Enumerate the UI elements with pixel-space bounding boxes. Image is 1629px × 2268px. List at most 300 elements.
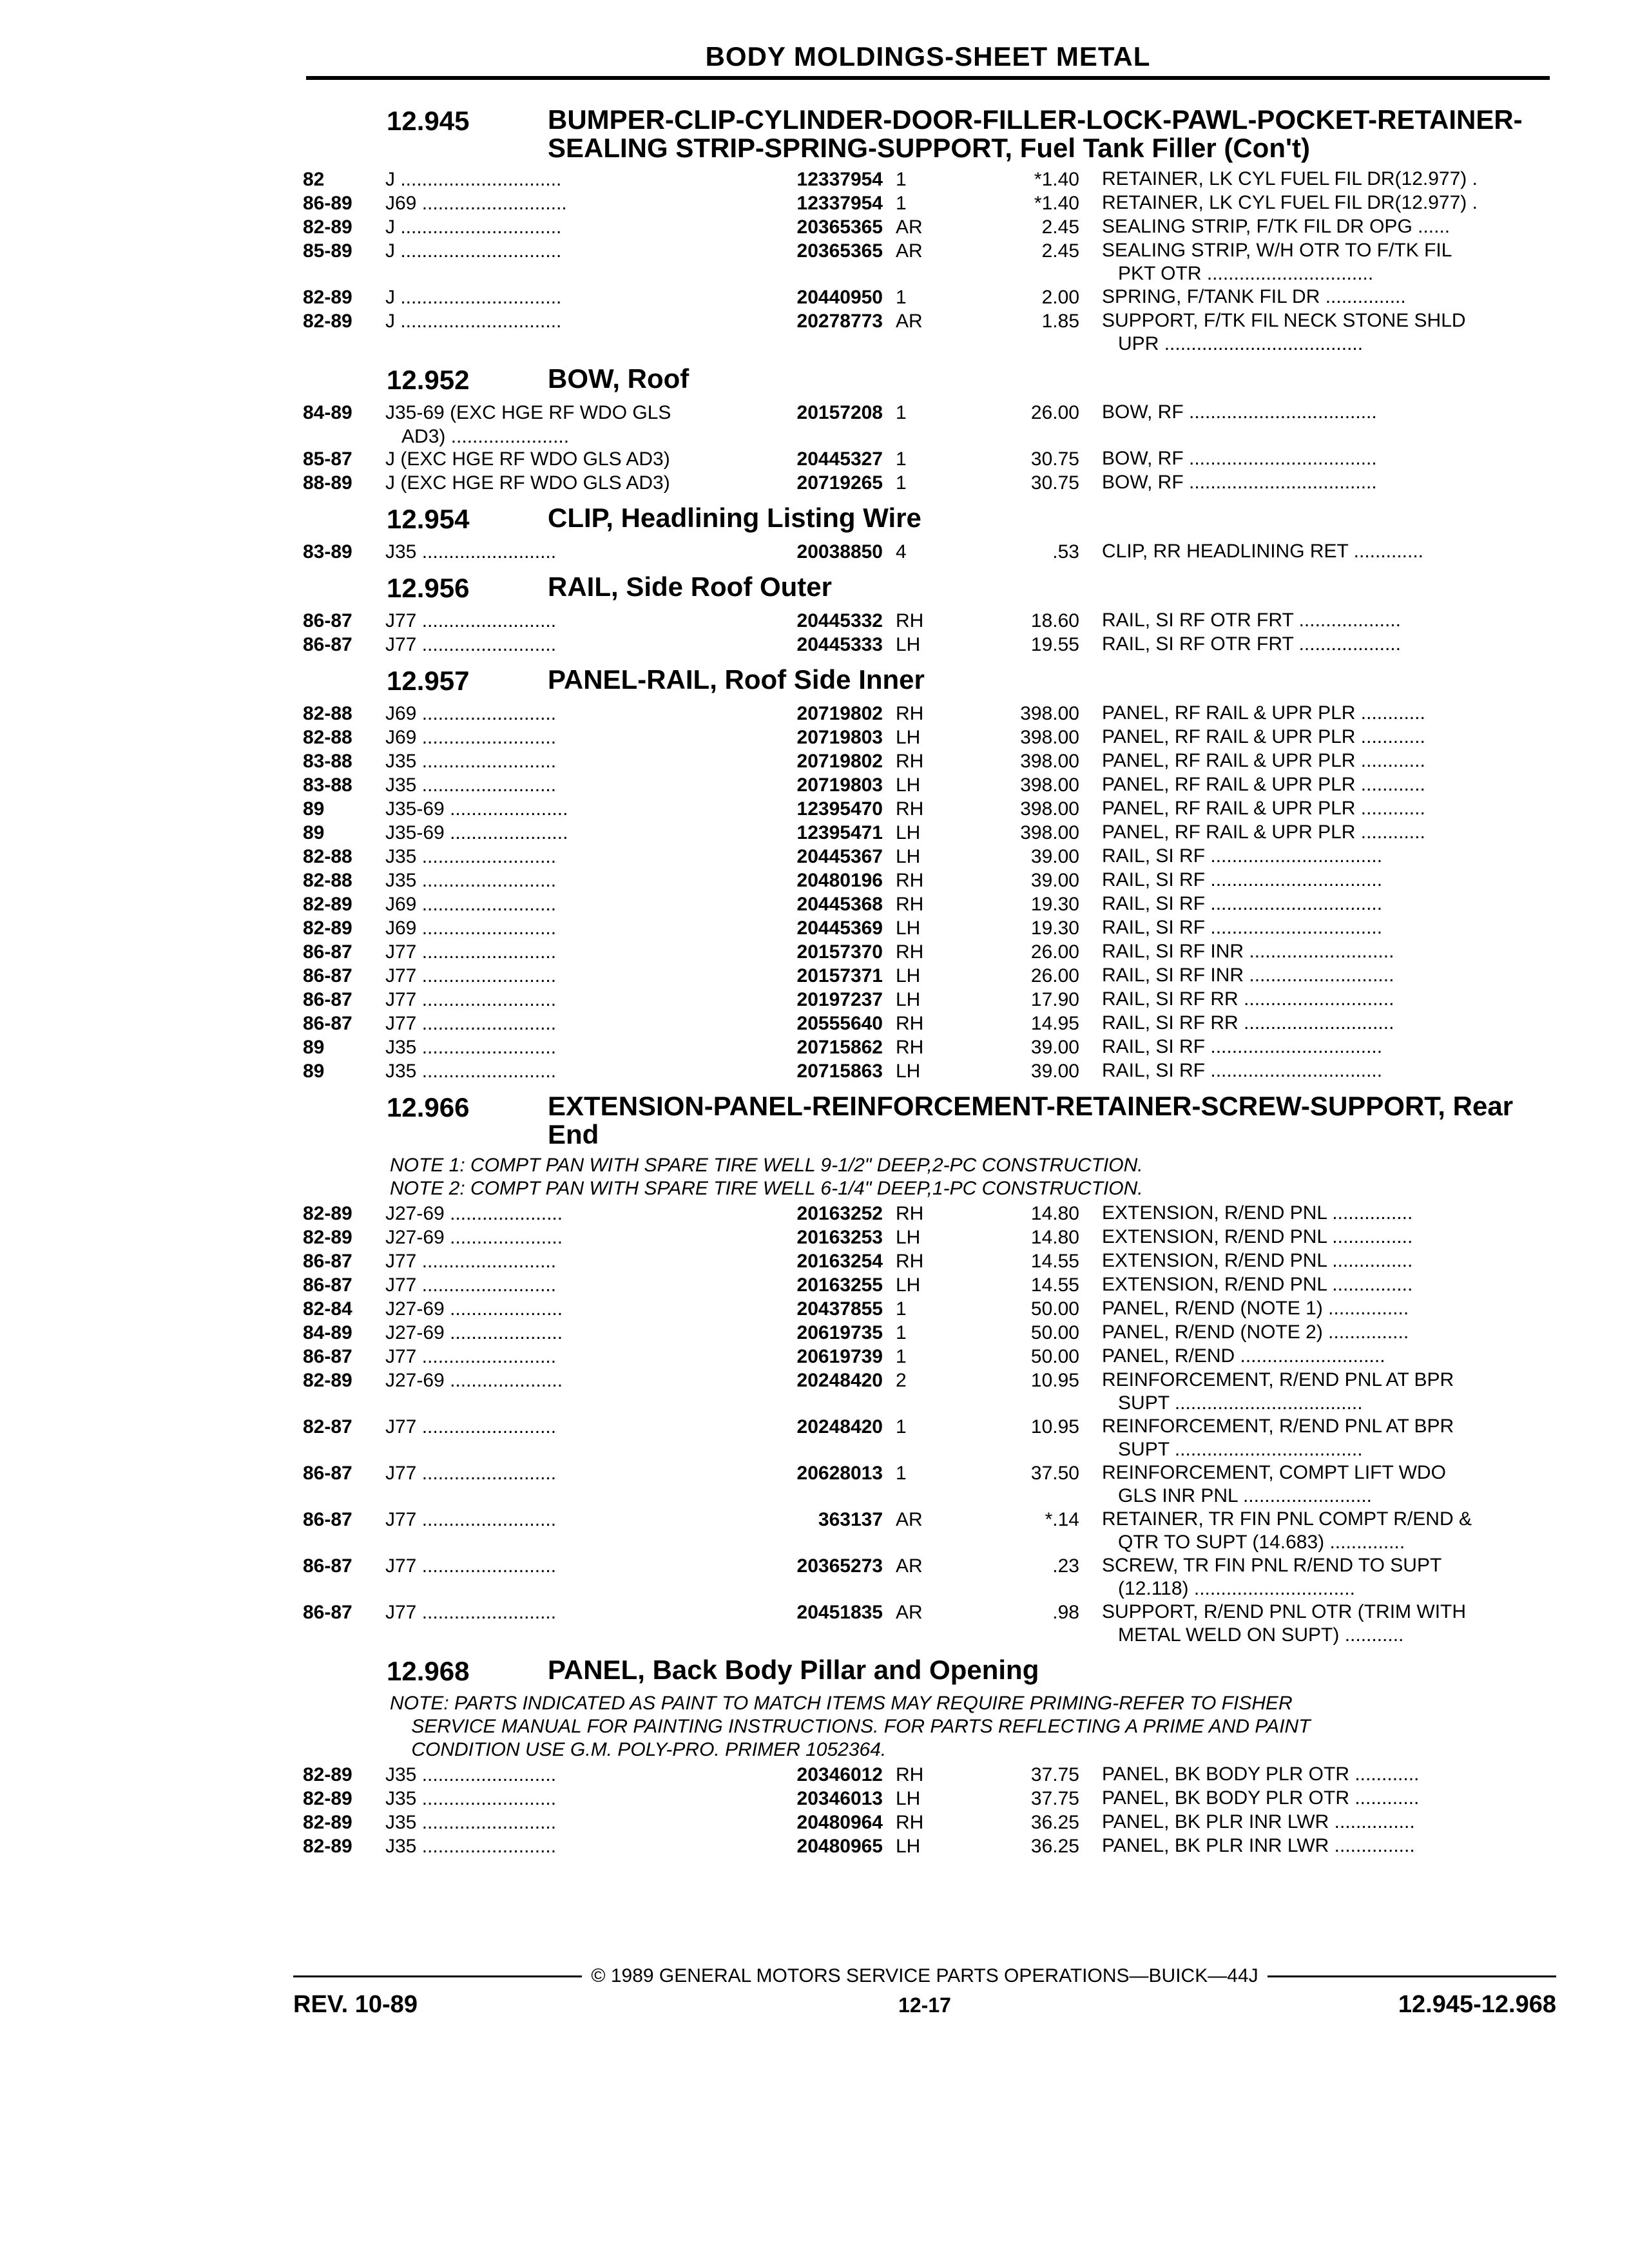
part-number: 20715862: [796, 1037, 883, 1058]
model-years: 82-84: [303, 1298, 352, 1320]
part-description: RETAINER, LK CYL FUEL FIL DR(12.977) .: [1102, 168, 1478, 189]
part-row: [303, 749, 1550, 773]
model-code: J35 .........................: [385, 846, 557, 867]
section-title: RAIL, Side Roof Outer: [548, 572, 832, 602]
model-code: J77 .........................: [385, 1555, 557, 1577]
price: 50.00: [1030, 1346, 1079, 1367]
part-number: 20719802: [796, 751, 883, 772]
catalog-section: [303, 504, 1550, 564]
part-description: EXTENSION, R/END PNL ...............: [1102, 1274, 1413, 1295]
quantity: AR: [896, 1509, 923, 1530]
quantity: RH: [896, 798, 924, 820]
part-description: BOW, RF ...................................: [1102, 472, 1377, 493]
part-row: [303, 1554, 1550, 1600]
catalog-section: [303, 1092, 1550, 1647]
price: 10.95: [1030, 1370, 1079, 1391]
price: 39.00: [1030, 1037, 1079, 1058]
part-number: 20445327: [796, 448, 883, 470]
part-number: 20346012: [796, 1764, 883, 1785]
price: 26.00: [1030, 965, 1079, 986]
section-number: 12.956: [387, 573, 470, 603]
quantity: LH: [896, 1061, 921, 1082]
model-code: J35 .........................: [385, 751, 557, 772]
part-description: REINFORCEMENT, R/END PNL AT BPR SUPT ...................................: [1102, 1416, 1454, 1460]
model-code: J35 .........................: [385, 1788, 557, 1809]
price: 39.00: [1030, 846, 1079, 867]
model-code: J69 .........................: [385, 894, 557, 915]
model-code: J27-69 .....................: [385, 1203, 563, 1224]
part-number: 20038850: [796, 541, 883, 562]
part-row: [303, 773, 1550, 797]
quantity: LH: [896, 1788, 921, 1809]
part-description: RAIL, SI RF RR ............................: [1102, 988, 1394, 1010]
part-number: 20365365: [796, 216, 883, 238]
catalog-section: [303, 106, 1550, 356]
copyright-text: © 1989 GENERAL MOTORS SERVICE PARTS OPERATIONS—BUICK—44J: [591, 1965, 1258, 1986]
quantity: 1: [896, 1463, 907, 1484]
part-number: 20719265: [796, 472, 883, 494]
model-years: 82-88: [303, 870, 352, 891]
part-row: [303, 964, 1550, 988]
quantity: LH: [896, 1836, 921, 1857]
part-description: RAIL, SI RF INR ...........................: [1102, 941, 1394, 962]
part-number: 20628013: [796, 1463, 883, 1484]
price: 37.75: [1030, 1764, 1079, 1785]
part-row: [303, 401, 1550, 447]
part-row: [303, 1273, 1550, 1297]
part-row: [303, 309, 1550, 356]
part-description: RAIL, SI RF OTR FRT ...................: [1102, 610, 1401, 631]
model-code: J ..............................: [385, 240, 562, 262]
page-header: [306, 41, 1550, 80]
quantity: RH: [896, 1764, 924, 1785]
model-code: J69 .........................: [385, 703, 557, 724]
model-code: J35 .........................: [385, 1037, 557, 1058]
footer-rule-right: [1268, 1975, 1556, 1977]
model-years: 86-87: [303, 1251, 352, 1272]
part-number: 20480965: [796, 1836, 883, 1857]
part-row: [303, 726, 1550, 749]
part-number: 12337954: [796, 193, 883, 214]
parts-catalog-content: [303, 97, 1550, 1865]
part-row: [303, 1508, 1550, 1554]
quantity: AR: [896, 1602, 923, 1623]
model-years: 82-89: [303, 1203, 352, 1224]
price: 398.00: [1020, 751, 1079, 772]
part-description: REINFORCEMENT, COMPT LIFT WDO GLS INR PNL ........................: [1102, 1462, 1446, 1506]
catalog-section: [303, 666, 1550, 1083]
part-number: 20451835: [796, 1602, 883, 1623]
part-row: [303, 797, 1550, 821]
part-description: PANEL, RF RAIL & UPR PLR ............: [1102, 726, 1425, 747]
quantity: 1: [896, 1322, 907, 1343]
model-years: 86-87: [303, 1509, 352, 1530]
part-number: 20365365: [796, 240, 883, 262]
model-years: 86-87: [303, 1346, 352, 1367]
part-description: PANEL, RF RAIL & UPR PLR ............: [1102, 750, 1425, 771]
model-code: J (EXC HGE RF WDO GLS AD3): [385, 472, 670, 494]
quantity: RH: [896, 1251, 924, 1272]
page-title: BODY MOLDINGS-SHEET METAL: [705, 41, 1151, 72]
part-description: SEALING STRIP, F/TK FIL DR OPG ......: [1102, 216, 1451, 237]
quantity: 2: [896, 1370, 907, 1391]
model-years: 82-89: [303, 1764, 352, 1785]
model-years: 84-89: [303, 1322, 352, 1343]
quantity: AR: [896, 240, 923, 262]
model-years: 89: [303, 822, 325, 843]
part-row: [303, 1297, 1550, 1321]
model-code: J77 .........................: [385, 1274, 557, 1296]
price: 1.85: [1041, 311, 1079, 332]
part-description: PANEL, BK PLR INR LWR ...............: [1102, 1811, 1415, 1832]
model-years: 82-89: [303, 894, 352, 915]
model-years: 86-87: [303, 1274, 352, 1296]
price: 10.95: [1030, 1416, 1079, 1437]
model-code: J ..............................: [385, 169, 562, 190]
model-years: 82-89: [303, 1370, 352, 1391]
price: .98: [1052, 1602, 1079, 1623]
part-number: 20346013: [796, 1788, 883, 1809]
price: 398.00: [1020, 774, 1079, 796]
model-years: 82-89: [303, 1836, 352, 1857]
quantity: 1: [896, 402, 907, 423]
quantity: AR: [896, 216, 923, 238]
model-code: J35 .........................: [385, 1061, 557, 1082]
price: *1.40: [1034, 193, 1079, 214]
section-note: NOTE: PARTS INDICATED AS PAINT TO MATCH ITEMS MAY REQUIRE PRIMING-REFER TO FISHER SERVICE MANUAL FOR PAINTING INSTRUCTIONS. FOR PARTS REFLECTING A PRIME AND PAINT CONDITION USE G.M. POLY-PRO. PRIMER 1052364.: [390, 1693, 1311, 1760]
quantity: LH: [896, 774, 921, 796]
model-code: J35-69 (EXC HGE RF WDO GLS AD3) ......................: [385, 402, 671, 447]
part-number: 20445333: [796, 634, 883, 655]
quantity: LH: [896, 1274, 921, 1296]
part-description: BOW, RF ...................................: [1102, 401, 1377, 423]
section-title: BOW, Roof: [548, 363, 689, 394]
part-row: [303, 1834, 1550, 1858]
model-years: 85-89: [303, 240, 352, 262]
quantity: RH: [896, 1812, 924, 1833]
price: 36.25: [1030, 1836, 1079, 1857]
part-description: RAIL, SI RF ................................: [1102, 893, 1383, 914]
section-range: 12.945-12.968: [1398, 1991, 1556, 2018]
part-number: 20719802: [796, 703, 883, 724]
model-years: 86-87: [303, 1602, 352, 1623]
part-row: [303, 633, 1550, 657]
part-description: SUPPORT, R/END PNL OTR (TRIM WITH METAL WELD ON SUPT) ...........: [1102, 1601, 1467, 1646]
section-heading: [303, 1656, 1550, 1687]
part-row: [303, 1012, 1550, 1035]
part-row: [303, 1787, 1550, 1811]
model-years: 88-89: [303, 472, 352, 494]
price: 39.00: [1030, 1061, 1079, 1082]
part-number: 20163253: [796, 1227, 883, 1248]
part-number: 20480964: [796, 1812, 883, 1833]
part-row: [303, 1035, 1550, 1059]
model-years: 82-89: [303, 1788, 352, 1809]
model-years: 89: [303, 798, 325, 820]
part-row: [303, 540, 1550, 564]
price: 2.45: [1041, 240, 1079, 262]
model-years: 82-88: [303, 703, 352, 724]
part-description: PANEL, RF RAIL & UPR PLR ............: [1102, 822, 1425, 843]
price: 39.00: [1030, 870, 1079, 891]
model-years: 82-88: [303, 846, 352, 867]
part-row: [303, 215, 1550, 239]
price: 19.30: [1030, 918, 1079, 939]
model-code: J77 .........................: [385, 941, 557, 963]
price: *1.40: [1034, 169, 1079, 190]
part-row: [303, 1225, 1550, 1249]
model-code: J77 .........................: [385, 610, 557, 631]
part-row: [303, 1345, 1550, 1369]
part-number: 12395471: [796, 822, 883, 843]
quantity: LH: [896, 822, 921, 843]
model-years: 86-87: [303, 1555, 352, 1577]
part-row: [303, 1369, 1550, 1415]
part-number: 20445368: [796, 894, 883, 915]
section-number: 12.968: [387, 1656, 470, 1686]
part-description: RAIL, SI RF RR ............................: [1102, 1012, 1394, 1033]
quantity: AR: [896, 1555, 923, 1577]
quantity: 1: [896, 1346, 907, 1367]
quantity: LH: [896, 727, 921, 748]
header-rule: [306, 76, 1550, 80]
section-number: 12.945: [387, 106, 470, 136]
price: 19.30: [1030, 894, 1079, 915]
part-row: [303, 988, 1550, 1012]
quantity: RH: [896, 894, 924, 915]
quantity: 1: [896, 169, 907, 190]
model-code: J27-69 .....................: [385, 1322, 563, 1343]
part-description: PANEL, RF RAIL & UPR PLR ............: [1102, 702, 1425, 724]
model-code: J ..............................: [385, 287, 562, 308]
part-number: 12395470: [796, 798, 883, 820]
model-code: J77 .........................: [385, 1013, 557, 1034]
part-number: 363137: [818, 1509, 883, 1530]
part-description: RAIL, SI RF ................................: [1102, 1060, 1383, 1081]
part-description: RAIL, SI RF OTR FRT ...................: [1102, 633, 1401, 655]
part-description: RETAINER, TR FIN PNL COMPT R/END & QTR TO SUPT (14.683) ..............: [1102, 1508, 1472, 1553]
part-description: RAIL, SI RF INR ...........................: [1102, 965, 1394, 986]
part-row: [303, 940, 1550, 964]
page-number: 12-17: [898, 1994, 951, 2017]
catalog-section: [303, 573, 1550, 657]
part-number: 20248420: [796, 1370, 883, 1391]
section-title: EXTENSION-PANEL-REINFORCEMENT-RETAINER-SCREW-SUPPORT, Rear End: [548, 1091, 1514, 1149]
model-code: J27-69 .....................: [385, 1227, 563, 1248]
part-number: 12337954: [796, 169, 883, 190]
part-description: EXTENSION, R/END PNL ...............: [1102, 1202, 1413, 1224]
catalog-section: [303, 365, 1550, 495]
price: 398.00: [1020, 822, 1079, 843]
quantity: LH: [896, 989, 921, 1010]
part-row: [303, 1321, 1550, 1345]
price: 398.00: [1020, 798, 1079, 820]
part-number: 20163252: [796, 1203, 883, 1224]
model-code: J35-69 ......................: [385, 798, 568, 820]
price: 14.55: [1030, 1274, 1079, 1296]
part-number: 20619739: [796, 1346, 883, 1367]
section-number: 12.966: [387, 1092, 470, 1122]
quantity: LH: [896, 634, 921, 655]
part-description: PANEL, RF RAIL & UPR PLR ............: [1102, 774, 1425, 795]
quantity: RH: [896, 1203, 924, 1224]
footer-rule-left: [293, 1975, 582, 1977]
part-number: 20719803: [796, 774, 883, 796]
price: *.14: [1045, 1509, 1079, 1530]
model-years: 86-87: [303, 634, 352, 655]
model-years: 85-87: [303, 448, 352, 470]
part-number: 20445332: [796, 610, 883, 631]
model-code: J27-69 .....................: [385, 1370, 563, 1391]
part-row: [303, 168, 1550, 191]
quantity: RH: [896, 1037, 924, 1058]
model-years: 82: [303, 169, 325, 190]
section-heading: [303, 504, 1550, 535]
quantity: LH: [896, 965, 921, 986]
model-years: 86-87: [303, 965, 352, 986]
model-code: J69 .........................: [385, 918, 557, 939]
section-heading: [303, 573, 1550, 604]
model-code: J77 .........................: [385, 1602, 557, 1623]
model-years: 89: [303, 1061, 325, 1082]
part-number: 20437855: [796, 1298, 883, 1320]
part-number: 20157371: [796, 965, 883, 986]
part-description: CLIP, RR HEADLINING RET .............: [1102, 541, 1424, 562]
part-row: [303, 916, 1550, 940]
part-row: [303, 285, 1550, 309]
model-code: J ..............................: [385, 216, 562, 238]
part-number: 20163255: [796, 1274, 883, 1296]
price: 398.00: [1020, 703, 1079, 724]
section-title: CLIP, Headlining Listing Wire: [548, 503, 921, 533]
part-number: 20248420: [796, 1416, 883, 1437]
part-description: PANEL, BK BODY PLR OTR ............: [1102, 1763, 1420, 1785]
price: 17.90: [1030, 989, 1079, 1010]
price: .23: [1052, 1555, 1079, 1577]
model-code: J77 .........................: [385, 1346, 557, 1367]
quantity: RH: [896, 610, 924, 631]
quantity: 1: [896, 193, 907, 214]
part-number: 20555640: [796, 1013, 883, 1034]
price: 50.00: [1030, 1322, 1079, 1343]
price: 2.00: [1041, 287, 1079, 308]
model-code: J35 .........................: [385, 1812, 557, 1833]
section-note: NOTE 1: COMPT PAN WITH SPARE TIRE WELL 9-1/2" DEEP,2-PC CONSTRUCTION. NOTE 2: COMPT PAN WITH SPARE TIRE WELL 6-1/4" DEEP,1-PC CONSTRUCTION.: [390, 1155, 1143, 1199]
part-description: PANEL, R/END (NOTE 1) ...............: [1102, 1298, 1409, 1319]
quantity: LH: [896, 846, 921, 867]
part-description: SCREW, TR FIN PNL R/END TO SUPT (12.118) ..............................: [1102, 1555, 1442, 1599]
part-row: [303, 702, 1550, 726]
part-number: 20365273: [796, 1555, 883, 1577]
quantity: RH: [896, 1013, 924, 1034]
part-number: 20480196: [796, 870, 883, 891]
model-years: 86-89: [303, 193, 352, 214]
model-years: 86-87: [303, 610, 352, 631]
price: 19.55: [1030, 634, 1079, 655]
model-code: J69 .........................: [385, 727, 557, 748]
price: 14.80: [1030, 1227, 1079, 1248]
quantity: AR: [896, 311, 923, 332]
part-description: PANEL, R/END (NOTE 2) ...............: [1102, 1321, 1409, 1343]
part-row: [303, 869, 1550, 892]
section-heading: [303, 1092, 1550, 1149]
model-code: J ..............................: [385, 311, 562, 332]
section-number: 12.954: [387, 504, 470, 534]
model-code: J27-69 .....................: [385, 1298, 563, 1320]
model-years: 82-89: [303, 216, 352, 238]
model-code: J35 .........................: [385, 1836, 557, 1857]
section-heading: [303, 666, 1550, 697]
part-description: RAIL, SI RF ................................: [1102, 869, 1383, 890]
part-row: [303, 892, 1550, 916]
price: 18.60: [1030, 610, 1079, 631]
model-years: 86-87: [303, 989, 352, 1010]
price: 37.50: [1030, 1463, 1079, 1484]
model-years: 82-89: [303, 1227, 352, 1248]
quantity: 1: [896, 287, 907, 308]
part-row: [303, 471, 1550, 495]
price: .53: [1052, 541, 1079, 562]
model-years: 82-89: [303, 1812, 352, 1833]
section-number: 12.957: [387, 666, 470, 696]
price: 30.75: [1030, 472, 1079, 494]
part-description: RAIL, SI RF ................................: [1102, 917, 1383, 938]
part-row: [303, 1415, 1550, 1461]
price: 50.00: [1030, 1298, 1079, 1320]
price: 26.00: [1030, 941, 1079, 963]
part-row: [303, 609, 1550, 633]
model-code: J77 .........................: [385, 1251, 557, 1272]
part-row: [303, 191, 1550, 215]
model-years: 89: [303, 1037, 325, 1058]
model-code: J77 .........................: [385, 1509, 557, 1530]
price: 37.75: [1030, 1788, 1079, 1809]
part-row: [303, 1811, 1550, 1834]
quantity: LH: [896, 918, 921, 939]
part-description: EXTENSION, R/END PNL ...............: [1102, 1250, 1413, 1271]
part-description: REINFORCEMENT, R/END PNL AT BPR SUPT ...................................: [1102, 1369, 1454, 1414]
model-code: J35-69 ......................: [385, 822, 568, 843]
model-code: J35 .........................: [385, 1764, 557, 1785]
part-number: 20719803: [796, 727, 883, 748]
part-number: 20440950: [796, 287, 883, 308]
part-number: 20445369: [796, 918, 883, 939]
section-heading: [303, 365, 1550, 396]
model-years: 83-88: [303, 751, 352, 772]
part-number: 20278773: [796, 311, 883, 332]
part-number: 20715863: [796, 1061, 883, 1082]
revision-label: REV. 10-89: [293, 1991, 418, 2018]
model-code: J77 .........................: [385, 1416, 557, 1437]
part-number: 20197237: [796, 989, 883, 1010]
part-description: RAIL, SI RF ................................: [1102, 1036, 1383, 1057]
section-title: PANEL, Back Body Pillar and Opening: [548, 1655, 1039, 1685]
part-row: [303, 1461, 1550, 1508]
part-row: [303, 845, 1550, 869]
quantity: RH: [896, 703, 924, 724]
quantity: LH: [896, 1227, 921, 1248]
model-years: 83-89: [303, 541, 352, 562]
part-description: PANEL, BK BODY PLR OTR ............: [1102, 1787, 1420, 1809]
quantity: RH: [896, 870, 924, 891]
model-years: 86-87: [303, 941, 352, 963]
section-title: BUMPER-CLIP-CYLINDER-DOOR-FILLER-LOCK-PAWL-POCKET-RETAINER-SEALING STRIP-SPRING-SUPPORT, Fuel Tank Filler (Con't): [548, 104, 1523, 163]
part-description: SPRING, F/TANK FIL DR ...............: [1102, 286, 1406, 307]
price: 30.75: [1030, 448, 1079, 470]
part-description: PANEL, R/END ...........................: [1102, 1345, 1385, 1367]
model-years: 82-87: [303, 1416, 352, 1437]
part-number: 20445367: [796, 846, 883, 867]
